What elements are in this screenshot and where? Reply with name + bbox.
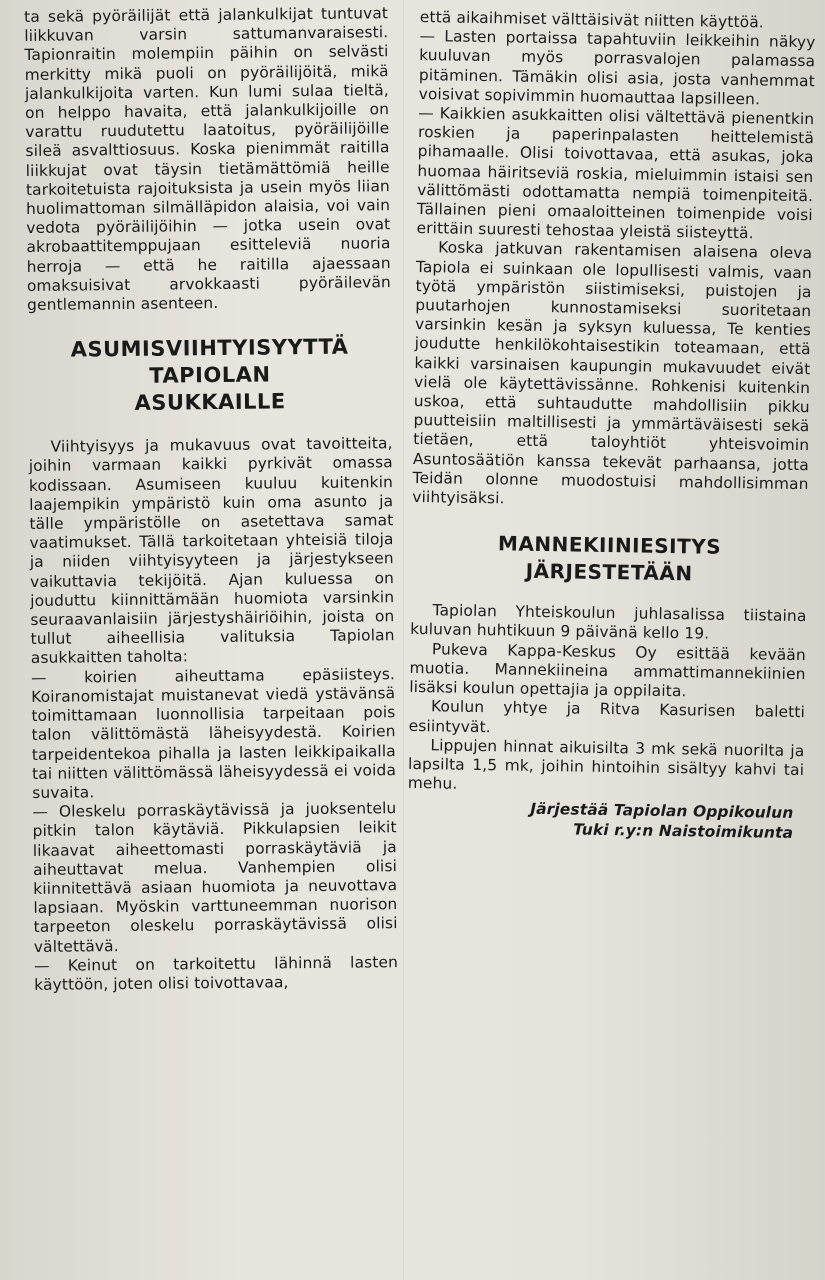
signature-line-1: Järjestää Tapiolan Oppikoulun (530, 800, 794, 823)
continuation-paragraph: että aikaihmiset välttäisivät niitten käyttöä. (419, 8, 765, 32)
event-time-paragraph: Tapiolan Yhteiskoulun juhlasalissa tiistaina kuluvan huhtikuun 9 päivänä kello 19. (410, 601, 807, 644)
closing-paragraph: Koska jatkuvan rakentamisen alaisena oleva Tapiola ei suinkaan ole lopullisesti valmis, vaan työtä ympäristön siistimiseksi, puistojen ja puutarhojen kunnostamiseksi suoritetaan varsinkin kesän ja syksyn kuluessa, Te kenties joudutte henkilökohtaisestikin toteamaan, että kaikki varsinaisen kaupungin mukavuudet eivät vielä ole käytettävissänne. Rohkenisi kuitenkin uskoa, että suhtaudutte mahdollisiin pikku puutteisiin maltillisesti ja ymmärtäväisesti sekä tietäen, että taloyhtiöt yhteisvoimin Asuntosäätiön kanssa tekevät parhaansa, jotta Teidän olonne muodostuisi mahdollisimman viihtyisäksi. (412, 238, 813, 508)
event-ballet-paragraph: Koulun yhtye ja Ritva Kasurisen baletti esiintyvät. (408, 697, 806, 736)
heading-line-1: ASUMISVIIHTYISYYTTÄ (70, 334, 349, 362)
signature-line-2: Tuki r.y:n Naistoimikunta (573, 820, 794, 843)
heading-line-2: TAPIOLAN (149, 362, 271, 388)
event-tickets-paragraph: Lippujen hinnat aikuisilta 3 mk sekä nuorilta ja lapsilta 1,5 mk, joihin hintoihin sisältyy kahvi tai mehu. (407, 735, 805, 793)
heading-line-1: MANNEKIINIESITYS (497, 531, 722, 560)
list-item-stair-lights: — Lasten portaissa tapahtuviin leikkeihin näkyy kuuluvan myös porrasvalojen palamassa pitäminen. Tämäkin olisi asia, josta vanhemmat voisivat sopivimmin huomauttaa lapsilleen. (418, 27, 816, 109)
event-show-paragraph: Pukeva Kappa-Keskus Oy esittää kevään muotia. Mannekiineina ammattimannekiinien lisäksi koulun opettajia ja oppilaita. (409, 639, 807, 701)
article-heading-mannekiiniesitys (411, 529, 808, 589)
organizer-signature (407, 797, 804, 843)
body-paragraph: Viihtyisyys ja mukavuus ovat tavoitteita, joihin varmaan kaikki pyrkivät omassa kodissaan. Asumiseen kuuluu kuitenkin laajempikin ympäristö kuin oma asunto ja tälle ympäristölle on asetettava samat vaatimukset. Tällä tarkoitetaan yhteisiä tiloja ja niiden viihtyisyyteen ja järjestykseen vaikuttavia tekijöitä. Ajan kuluessa on jouduttu kiinnittämään huomiota varsinkin seuraavanlaisiin järjestyshäiriöihin, joista on tullut aiheellisia valituksia Tapiolan asukkaitten taholta: (28, 434, 395, 668)
list-item-stairs: — Oleskelu porraskäytävissä ja juoksentelu pitkin talon käytäviä. Pikkulapsien leikit likaavat aiheettomasti porraskäytäviä ja aiheuttavat melua. Vanhempien olisi kiinnitettävä asiaan huomiota ja neuvottava lapsiaan. Myöskin varttuneemman nuorison tarpeeton oleskelu porraskäytävissä olisi vältettävä. (32, 799, 398, 956)
left-column (24, 4, 398, 995)
right-column (407, 8, 816, 843)
intro-paragraph: ta sekä pyöräilijät että jalankulkijat tuntuvat liikkuvan varsin sattumanvaraisesti. Tapionraitin molempiin päihin on selvästi merkitty mikä puoli on pyöräilijöitä, mikä jalankulkijoita varten. Kun lumi sulaa tieltä, on helppo havaita, että jalankulkijoille on varattu ruudutettu laatoitus, pyöräilijöille sileä asvalttiosuus. Koska pienimmät raitilla liikkujat ovat täysin tietämättömiä heille tarkoitetuista rajoituksista ja usein myös liian huolimattoman silmälläpidon alaisia, voi vain vedota pyöräilijöihin — jotka usein ovat akrobaattitemppujaan esitteleviä nuoria herroja — että he raitilla ajaessaan omaksuisivat arvokkaasti pyöräilevän gentlemannin asenteen. (24, 4, 391, 315)
article-heading-asumisviihtyisyys (27, 333, 392, 418)
list-item-dogs: — koirien aiheuttama epäsiisteys. Koiranomistajat muistanevat viedä ystävänsä toimittamaan luonnollisia tarpeitaan pois talon välittömästä läheisyydestä. Koirien tarpeidentekoa pihalla ja lasten leikkipaikalla tai niitten välittömässä läheisyydessä ei voida suvaita. (30, 664, 397, 802)
heading-line-3: ASUKKAILLE (134, 389, 286, 416)
list-item-litter: — Kaikkien asukkaitten olisi vältettävä pienentkin roskien ja paperinpalasten heittelemistä pihamaalle. Olisi toivottavaa, että asukas, joka huomaa häiritseviä roskia, mieluimmin istaisi sen välittömästi odottamatta nempiä toimenpiteitä. Tällainen pieni omaaloitteinen toimenpide voisi erittäin suuresti tehostaa yleistä siisteyttä. (416, 104, 815, 243)
column-gutter (403, 0, 404, 1280)
heading-line-2: JÄRJESTETÄÄN (525, 559, 693, 586)
list-item-swings: — Keinut on tarkoitettu lähinnä lasten käyttöön, joten olisi toivottavaa, (33, 952, 399, 994)
